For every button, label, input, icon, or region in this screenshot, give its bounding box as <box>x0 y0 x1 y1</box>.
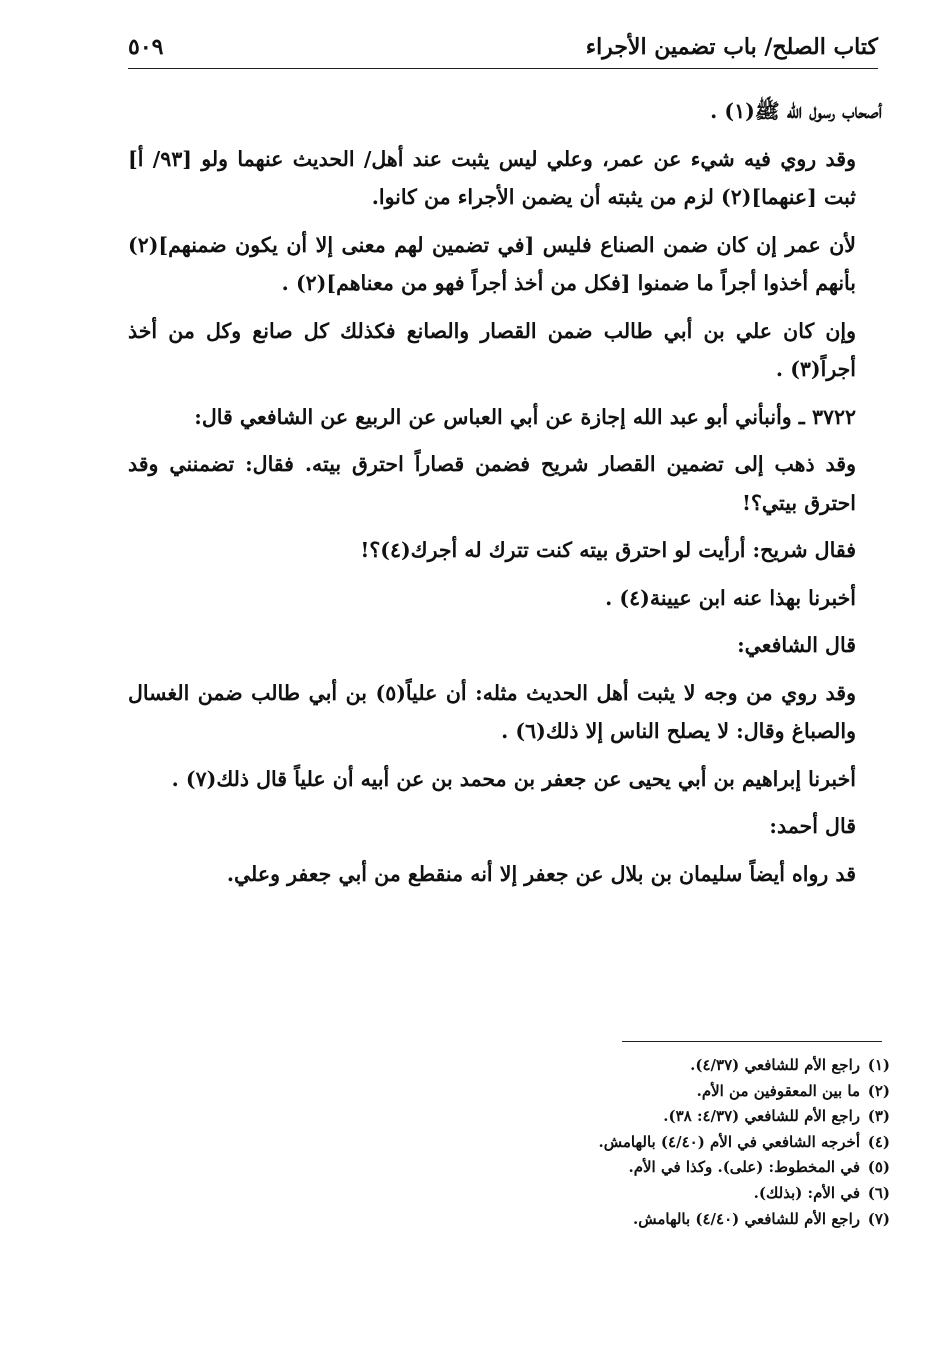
footnote-text: أخرجه الشافعي في الأم (٤/٤٠) بالهامش. <box>598 1132 860 1151</box>
footnote-text: في الأم: (بذلك). <box>753 1183 860 1202</box>
footnote-text: ما بين المعقوفين من الأم. <box>696 1081 860 1100</box>
footnote <box>128 1155 890 1181</box>
running-title: كتاب الصلح/ باب تضمين الأجراء <box>585 34 878 60</box>
footnote-number: (٧) <box>867 1209 890 1228</box>
speaker-heading: قال الشافعي: <box>737 633 856 657</box>
footnote-number: (٦) <box>867 1183 890 1202</box>
paragraph: لأن عمر إن كان ضمن الصناع فليس [في تضمين لهم معنى إلا أن يكون ضمنهم](٢) بأنهم أخذوا أجراً ما ضمنوا [فكل من أخذ أجراً فهو من معناهم](٢) . <box>128 232 856 295</box>
hadith-paragraph: ٣٧٢٢ ـ وأنبأني أبو عبد الله إجازة عن أبي العباس عن الربيع عن الشافعي قال: <box>194 404 856 429</box>
footnote-text: راجع الأم للشافعي (٤/٤٠) بالهامش. <box>633 1209 860 1228</box>
footnote-number: (١) <box>867 1056 890 1074</box>
footnote-number: (٢) <box>867 1081 890 1100</box>
paragraph: وقد روي من وجه لا يثبت أهل الحديث مثله: أن علياً(٥) بن أبي طالب ضمن الغسال والصباغ وقال: لا يصلح الناس إلا ذلك(٦) . <box>128 680 857 743</box>
footnote <box>128 1053 890 1079</box>
footnote <box>128 1130 890 1156</box>
footnote <box>128 1181 890 1207</box>
paragraph: وإن كان علي بن أبي طالب ضمن القصار والصانع فكذلك كل صانع وكل من أخذ أجراً(٣) . <box>128 318 856 381</box>
footnote-separator <box>622 1041 882 1042</box>
page-header <box>128 28 878 69</box>
footnote-text: راجع الأم للشافعي (٤/٣٧: ٣٨). <box>663 1107 860 1126</box>
paragraph: قد رواه أيضاً سليمان بن بلال عن جعفر إلا أنه منقطع من أبي جعفر وعلي. <box>226 861 856 886</box>
footnote <box>128 1104 890 1130</box>
footnote-text: في المخطوط: (على). وكذا في الأم. <box>628 1158 860 1177</box>
paragraph: فقال شريح: أرأيت لو احترق بيته كنت تترك له أجرك(٤)؟! <box>360 538 856 562</box>
footnote-text: راجع الأم للشافعي (٤/٣٧). <box>690 1056 860 1074</box>
speaker-heading: قال أحمد: <box>769 814 856 838</box>
footnotes <box>128 1053 890 1232</box>
footnote <box>128 1079 890 1105</box>
footnote-number: (٤) <box>867 1132 890 1151</box>
footnote <box>128 1207 890 1233</box>
footnote-number: (٥) <box>867 1158 890 1177</box>
page-number: ٥٠٩ <box>128 34 164 60</box>
paragraph: أخبرنا إبراهيم بن أبي يحيى عن جعفر بن محمد بن عن أبيه أن علياً قال ذلك(٧) . <box>171 766 856 791</box>
paragraph: وقد ذهب إلى تضمين القصار شريح فضمن قصاراً احترق بيته. فقال: تضمنني وقد احترق بيتي؟! <box>128 452 856 515</box>
paragraph: أخبرنا بهذا عنه ابن عيينة(٤) . <box>605 585 856 610</box>
paragraph: وقد روي فيه شيء عن عمر، وعلي ليس يثبت عند أهل/ الحديث عنهما ولو [٩٣/ أ] ثبت [عنهما](٢) لزم من يثبته أن يضمن الأجراء من كانوا. <box>128 146 856 209</box>
paragraph: أصحاب رسول الله ﷺ(١) . <box>710 99 882 123</box>
main-text <box>128 92 882 902</box>
footnote-number: (٣) <box>867 1107 890 1126</box>
